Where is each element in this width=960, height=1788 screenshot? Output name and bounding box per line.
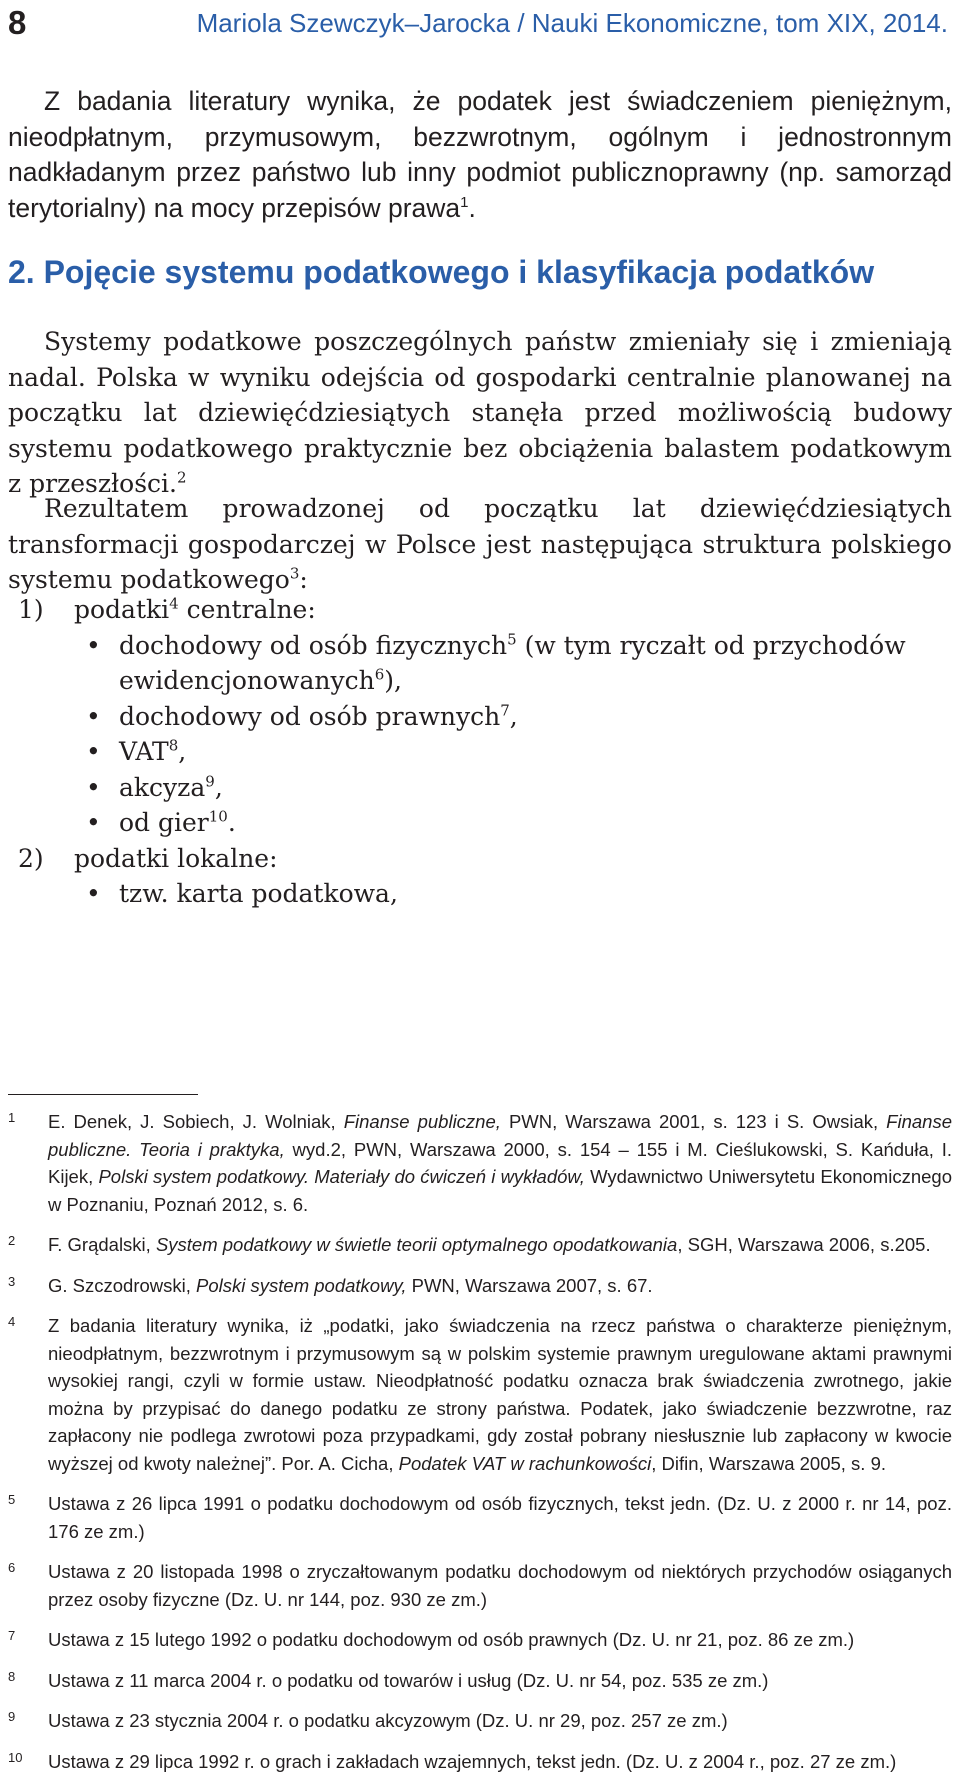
list-item: 2) podatki lokalne: — [8, 841, 952, 877]
list-bullet-item: • dochodowy od osób fizycznych$^5$ (w tym ryczałt od przychodów ewidencjonowanych$^6$), — [8, 628, 952, 699]
bullet-icon: • — [86, 879, 101, 908]
tax-structure-list — [8, 592, 952, 912]
footnote-ref[interactable]: 10 — [208, 807, 228, 826]
footnote-item — [8, 1748, 952, 1776]
list-bullet-item: • tzw. karta podatkowa, — [8, 876, 952, 912]
page-header — [8, 4, 952, 44]
footnote-number: 5 — [8, 1492, 16, 1507]
footnote-item — [8, 1272, 952, 1300]
footnote-ref[interactable]: 6 — [374, 665, 385, 684]
footnote-number: 2 — [8, 1233, 16, 1248]
footnote-ref[interactable]: 5 — [507, 630, 517, 649]
bullet-icon: • — [86, 737, 101, 766]
footnote-text: Ustawa z 15 lutego 1992 o podatku dochodowym od osób prawnych (Dz. U. nr 21, poz. 86 ze zm.) — [48, 1629, 855, 1650]
footnote-text: Ustawa z 29 lipca 1992 r. o grach i zakładach wzajemnych, tekst jedn. (Dz. U. z 2004 r., poz. 27 ze zm.) — [48, 1750, 897, 1772]
section-heading: 2. Pojęcie systemu podatkowego i klasyfikacja podatków — [8, 254, 875, 290]
list-bullet-item: • od gier$^{10}$. — [8, 805, 952, 841]
footnote-text: Z badania literatury wynika, iż „podatki, jako świadczenia na rzecz państwa o charakterze pieniężnym, nieodpłatnym, bezzwrotnym i przymusowym są w polskim systemie prawnym uregulowane aktami prawnymi wysokiej rangi, czyli w formie ustaw. Nieodpłatność podatku oznacza brak świadczenia zwrotnego, jakie można by przypisać do danego podatku ze strony państwa. Podatek, jako świadczenie bezzwrotne, raz zapłacony nie podlega zwrotowi poza przypadkami, gdy został pobrany niesłusznie lub zapłacony w kwocie wyższej od kwoty należnej”. Por. A. Cicha, Podatek VAT w rachunkowości, Difin, Warszawa 2005, s. 9. — [48, 1315, 952, 1474]
footnote-text: F. Grądalski, System podatkowy w świetle teorii optymalnego opodatkowania, SGH, Warszawa 2006, s.205. — [48, 1234, 931, 1255]
list-number: 1) — [18, 595, 44, 624]
footnote-ref[interactable]: 2 — [176, 468, 187, 487]
footnote-item — [8, 1707, 952, 1735]
footnote-number: 4 — [8, 1314, 16, 1329]
footnote-number: 6 — [8, 1560, 16, 1575]
footnote-text: E. Denek, J. Sobiech, J. Wolniak, Finanse publiczne, PWN, Warszawa 2001, s. 123 i S. Owsiak, Finanse publiczne. Teoria i praktyka, wyd.2, PWN, Warszawa 2000, s. 154 – 155 i M. Cieślukowski, S. Kańduła, I. Kijek, Polski system podatkowy. Materiały do ćwiczeń i wykładów, Wydawnictwo Uniwersytetu Ekonomicznego w Poznaniu, Poznań 2012, s. 6. — [48, 1111, 953, 1215]
footnote-item — [8, 1108, 952, 1218]
body-paragraph: Rezultatem prowadzonej od początku lat dziewięćdziesiątych transformacji gospodarczej w Polsce jest następująca struktura polskiego systemu podatkowego$^3$: — [8, 494, 952, 594]
footnote-number: 8 — [8, 1668, 16, 1684]
bullet-icon: • — [86, 701, 101, 731]
footnotes — [8, 1108, 952, 1788]
page-number: 8 — [8, 4, 27, 41]
list-number: 2) — [18, 843, 44, 873]
bullet-icon: • — [86, 772, 101, 802]
footnote-item — [8, 1667, 952, 1695]
footnote-ref[interactable]: 9 — [205, 772, 215, 791]
footnote-number: 3 — [8, 1273, 16, 1289]
footnote-ref[interactable]: 1 — [460, 193, 469, 211]
footnote-text: Ustawa z 23 stycznia 2004 r. o podatku akcyzowym (Dz. U. nr 29, poz. 257 ze zm.) — [48, 1710, 728, 1731]
body-paragraph: Systemy podatkowe poszczególnych państw zmieniały się i zmieniają nadal. Polska w wyniku odejścia od gospodarki centralnie planowanej na początku lat dziewięćdziesiątych stanęła przed możliwością budowy systemu podatkowego praktycznie bez obciążenia balastem podatkowym z przeszłości.$^2$ — [8, 327, 952, 498]
footnote-number: 7 — [8, 1628, 16, 1643]
footnote-ref[interactable]: 3 — [289, 564, 300, 583]
footnote-item — [8, 1312, 952, 1477]
list-item: 1) podatki$^4$ centralne: — [8, 592, 952, 628]
footnote-number: 9 — [8, 1709, 16, 1724]
footnote-ref[interactable]: 4 — [169, 594, 179, 613]
footnote-text: Ustawa z 26 lipca 1991 o podatku dochodowym od osób fizycznych, tekst jedn. (Dz. U. z 2000 r. nr 14, poz. 176 ze zm.) — [48, 1493, 952, 1542]
footnote-text: Ustawa z 20 listopada 1998 o zryczałtowanym podatku dochodowym od niektórych przychodów osiąganych przez osoby fizyczne (Dz. U. nr 144, poz. 930 ze zm.) — [48, 1561, 952, 1610]
footnote-text: G. Szczodrowski, Polski system podatkowy, PWN, Warszawa 2007, s. 67. — [48, 1274, 653, 1296]
footnote-number: 10 — [8, 1749, 23, 1765]
footnote-text: Ustawa z 11 marca 2004 r. o podatku od towarów i usług (Dz. U. nr 54, poz. 535 ze zm.) — [48, 1669, 769, 1691]
running-head: Mariola Szewczyk–Jarocka / Nauki Ekonomiczne, tom XIX, 2014. — [196, 8, 948, 38]
footnote-item — [8, 1558, 952, 1613]
list-bullet-item: • dochodowy od osób prawnych$^7$, — [8, 699, 952, 735]
intro-text: Z badania literatury wynika, że podatek jest świadczeniem pieniężnym, nieodpłatnym, przymusowym, bezzwrotnym, ogólnym i jednostronnym nadkładanym przez państwo lub inny podmiot publicznoprawny (np. samorząd terytorialny) na mocy przepisów prawa — [8, 86, 952, 223]
footnote-ref[interactable]: 8 — [168, 736, 179, 755]
footnote-ref[interactable]: 7 — [500, 701, 510, 720]
bullet-icon: • — [86, 808, 101, 837]
footnote-divider — [8, 1094, 198, 1095]
footnote-item — [8, 1231, 952, 1259]
footnote-number: 1 — [8, 1110, 16, 1125]
footnote-item — [8, 1490, 952, 1545]
bullet-icon: • — [86, 630, 101, 660]
list-bullet-item: • VAT$^8$, — [8, 734, 952, 770]
intro-paragraph: Z badania literatury wynika, że podatek jest świadczeniem pieniężnym, nieodpłatnym, przymusowym, bezzwrotnym, ogólnym i jednostronnym nadkładanym przez państwo lub inny podmiot publicznoprawny (np. samorząd terytorialny) na mocy przepisów prawa$^1$. — [8, 86, 952, 223]
list-bullet-item: • akcyza$^9$, — [8, 770, 952, 806]
footnote-item — [8, 1626, 952, 1654]
